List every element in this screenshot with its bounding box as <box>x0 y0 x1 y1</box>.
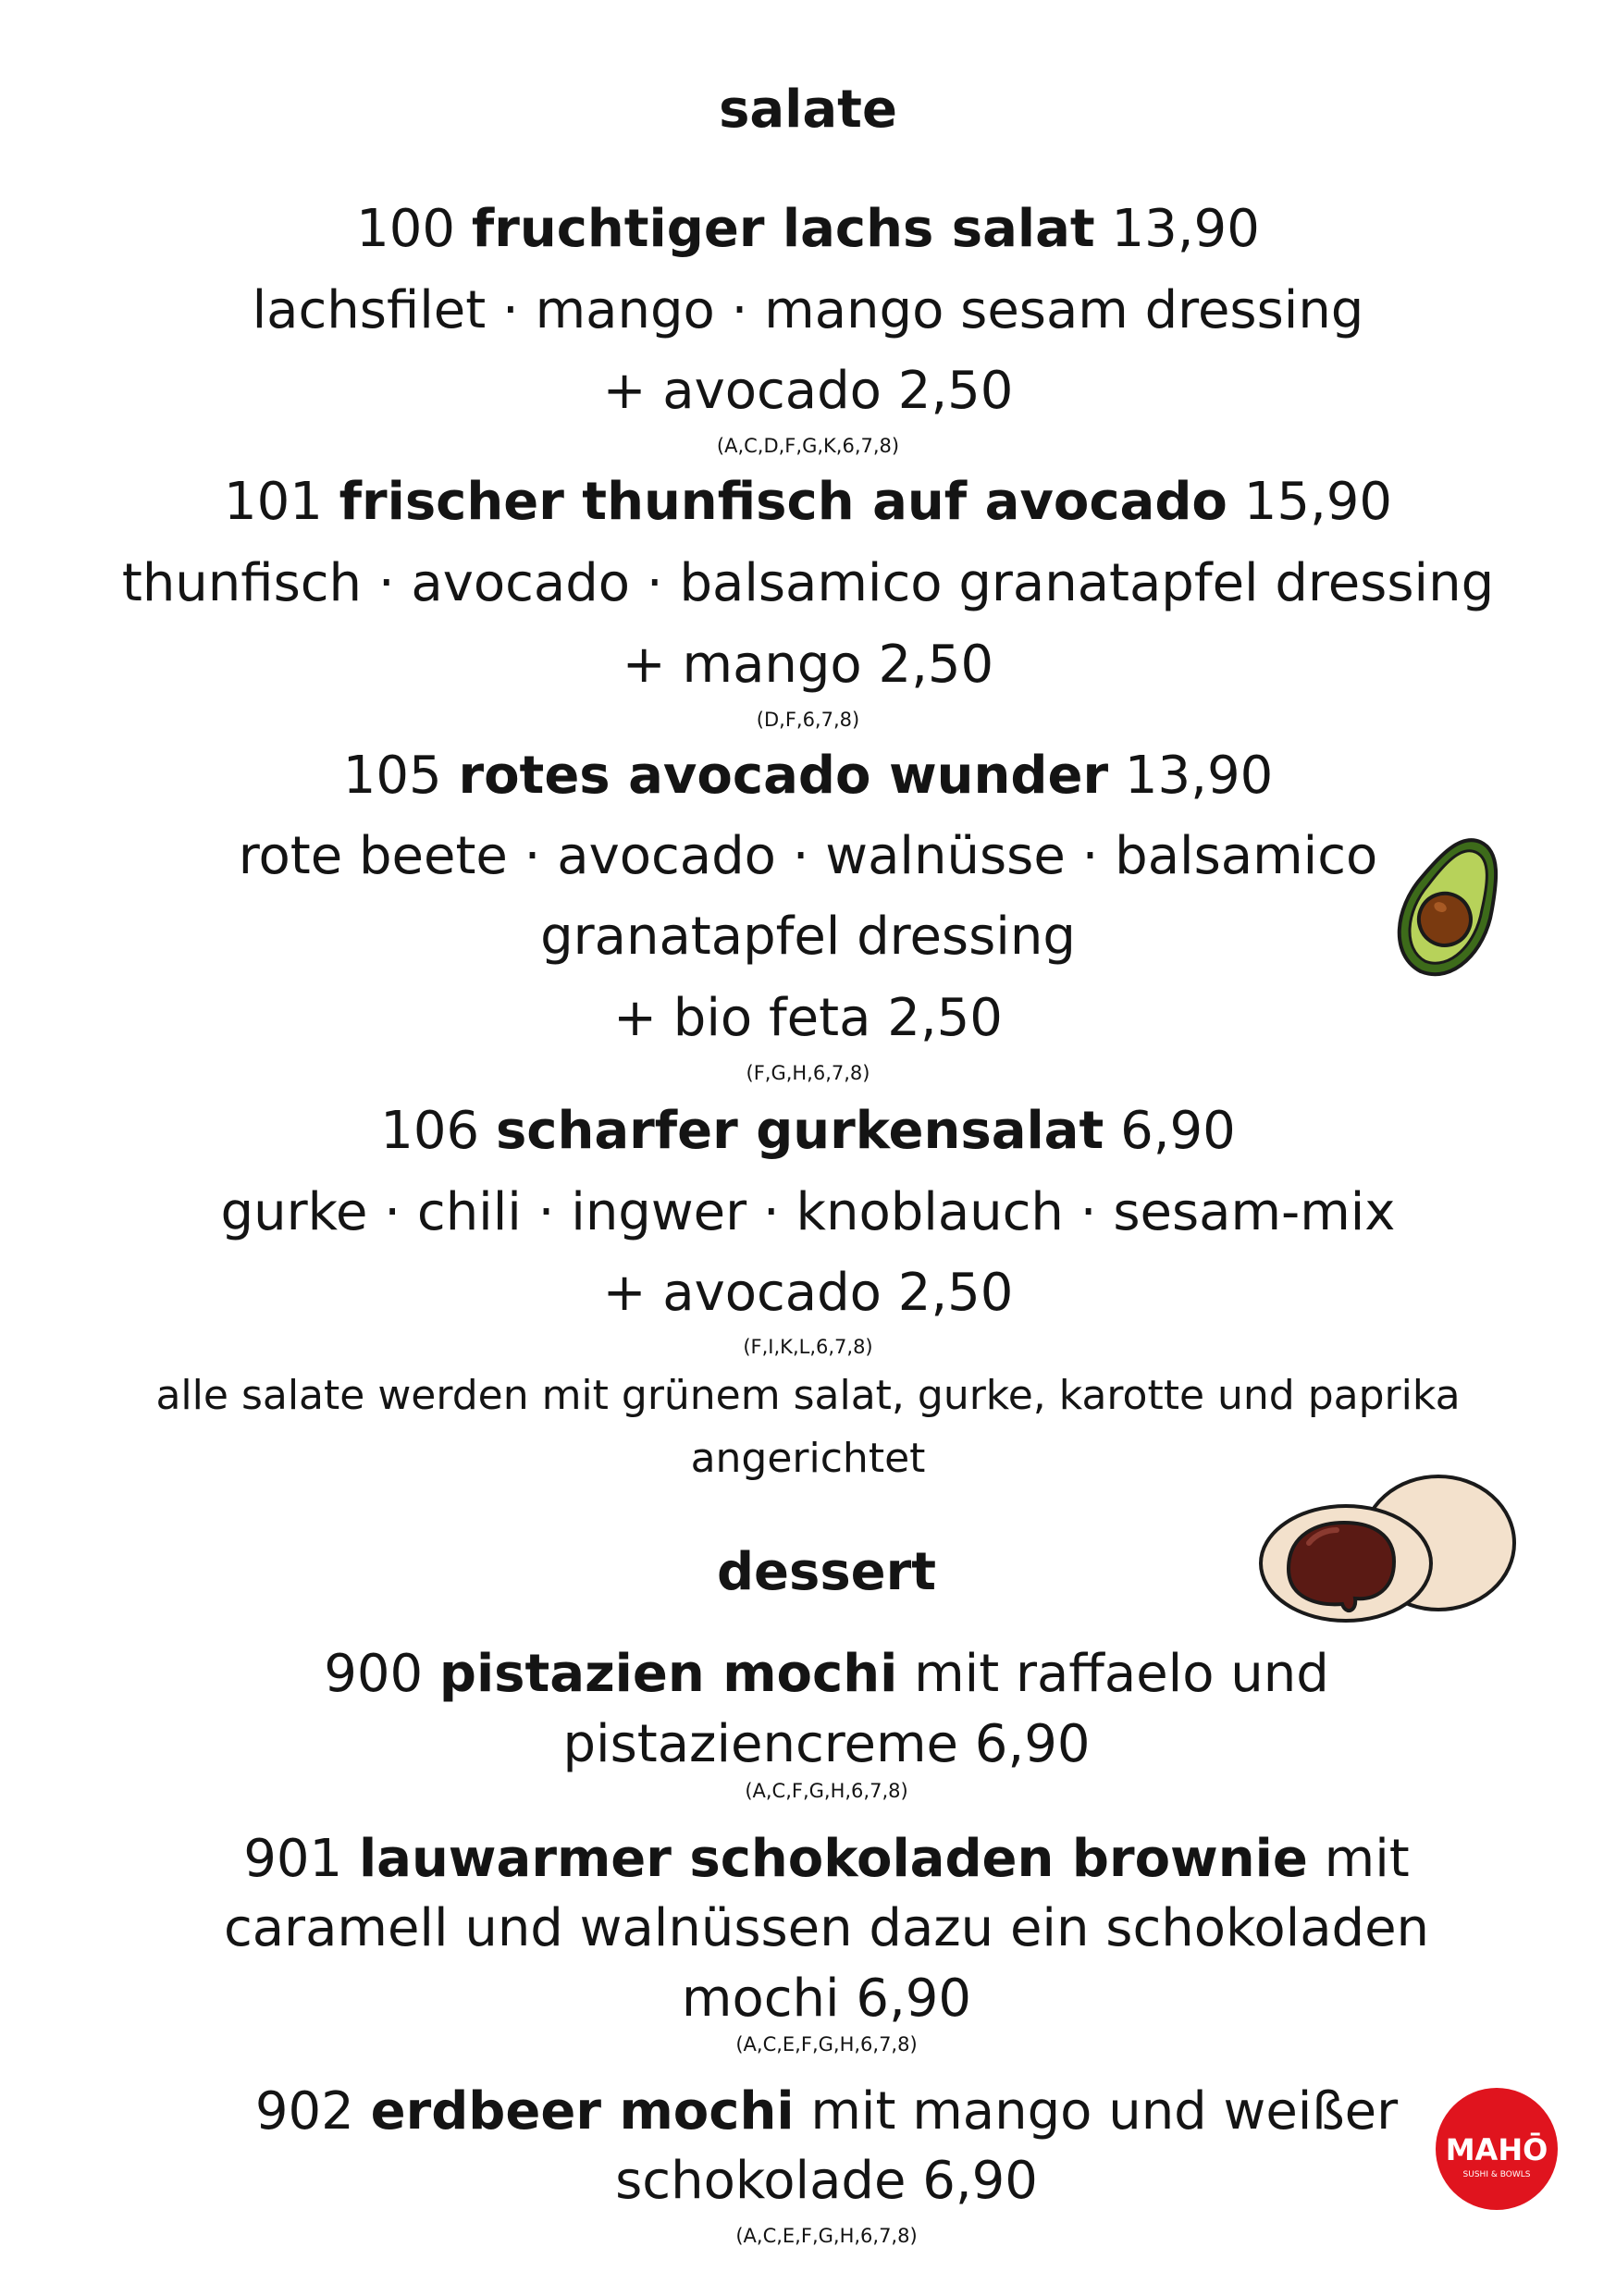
item-extra: + avocado 2,50 <box>602 1263 1014 1323</box>
item-allergens: (A,C,E,F,G,H,6,7,8) <box>735 2033 918 2055</box>
menu-item-title <box>0 472 1616 532</box>
item-description: granatapfel dressing <box>540 907 1076 967</box>
menu-item-title <box>0 1101 1616 1161</box>
maho-logo <box>1432 2084 1561 2214</box>
salate-note: alle salate werden mit grünem salat, gurke, karotte und paprika <box>155 1372 1461 1419</box>
item-description: lachsfilet · mango · mango sesam dressing <box>252 280 1364 340</box>
item-price: 13,90 <box>1111 199 1260 259</box>
item-description: pistaziencreme 6,90 <box>562 1714 1091 1774</box>
item-description: gurke · chili · ingwer · knoblauch · sesam-mix <box>220 1182 1396 1242</box>
item-allergens: (A,C,D,F,G,K,6,7,8) <box>716 435 900 457</box>
item-name: rotes avocado wunder <box>458 746 1109 806</box>
salate-note: angerichtet <box>690 1435 926 1482</box>
item-price: 15,90 <box>1243 472 1393 532</box>
item-description: thunfisch · avocado · balsamico granatapfel dressing <box>121 553 1495 613</box>
mochi-icon <box>1253 1469 1522 1626</box>
item-extra: + mango 2,50 <box>622 635 994 695</box>
avocado-icon <box>1383 828 1517 990</box>
item-description: mochi 6,90 <box>681 1969 972 2029</box>
item-price: 6,90 <box>1120 1101 1236 1161</box>
menu-item-title <box>19 1829 1616 1889</box>
svg-text:MAHŌ: MAHŌ <box>1445 2132 1548 2167</box>
menu-item-title <box>0 746 1616 806</box>
salate-heading: salate <box>719 80 897 140</box>
item-description: mit <box>1324 1829 1410 1889</box>
item-description: schokolade 6,90 <box>615 2151 1038 2211</box>
item-name: lauwarmer schokoladen brownie <box>358 1829 1308 1889</box>
item-allergens: (F,I,K,L,6,7,8) <box>743 1336 873 1358</box>
item-name: erdbeer mochi <box>370 2081 795 2142</box>
item-allergens: (F,G,H,6,7,8) <box>746 1062 870 1084</box>
item-name: fruchtiger lachs salat <box>471 199 1095 259</box>
item-name: pistazien mochi <box>438 1644 898 1704</box>
item-price: 13,90 <box>1124 746 1274 806</box>
menu-item-title <box>19 1644 1616 1704</box>
item-number: 901 <box>243 1829 343 1889</box>
item-description: rote beete · avocado · walnüsse · balsamico <box>238 826 1378 886</box>
item-description: caramell und walnüssen dazu ein schokoladen <box>223 1898 1430 1958</box>
item-name: scharfer gurkensalat <box>495 1101 1104 1161</box>
item-description: mit raffaelo und <box>914 1644 1329 1704</box>
item-description: mit mango und weißer <box>810 2081 1399 2142</box>
item-allergens: (A,C,F,G,H,6,7,8) <box>745 1780 908 1802</box>
item-number: 900 <box>324 1644 424 1704</box>
item-allergens: (D,F,6,7,8) <box>756 709 860 731</box>
menu-item-title <box>19 2081 1616 2142</box>
item-extra: + avocado 2,50 <box>602 361 1014 421</box>
item-number: 106 <box>380 1101 480 1161</box>
item-number: 101 <box>223 472 323 532</box>
item-number: 100 <box>356 199 456 259</box>
svg-text:SUSHI & BOWLS: SUSHI & BOWLS <box>1462 2170 1531 2179</box>
item-name: frischer thunfisch auf avocado <box>339 472 1227 532</box>
item-number: 902 <box>254 2081 354 2142</box>
item-number: 105 <box>342 746 442 806</box>
dessert-heading: dessert <box>716 1542 937 1602</box>
item-allergens: (A,C,E,F,G,H,6,7,8) <box>735 2225 918 2247</box>
item-extra: + bio feta 2,50 <box>613 988 1003 1048</box>
menu-item-title <box>0 199 1616 259</box>
